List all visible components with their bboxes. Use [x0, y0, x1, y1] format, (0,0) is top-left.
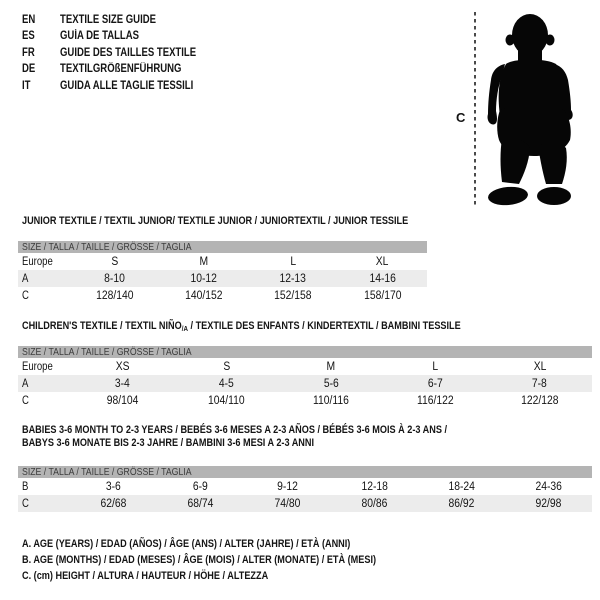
table-cell: 3-6: [106, 480, 121, 493]
table-cell: 128/140: [95, 289, 134, 302]
title-subscript: /A: [181, 324, 188, 333]
language-label: GUÍA DE TALLAS: [60, 30, 140, 43]
table-cell: XS: [115, 360, 130, 373]
row-label: B: [22, 480, 29, 493]
table-cell: 116/122: [417, 394, 454, 407]
table-cell: 4-5: [219, 377, 235, 390]
table-cell: 92/98: [535, 497, 562, 510]
table-cell: 7-8: [532, 377, 548, 390]
table-cell: 158/170: [363, 289, 402, 302]
row-label: A: [22, 377, 29, 390]
table-row: [18, 358, 592, 375]
table-cell: 24-36: [535, 480, 562, 493]
measurement-legend: [22, 536, 449, 584]
table-cell: M: [326, 360, 336, 373]
junior-size-table: [18, 241, 427, 304]
language-row: [22, 12, 224, 28]
table-row: [18, 270, 427, 287]
legend-line: A. AGE (YEARS) / EDAD (AÑOS) / ÂGE (ANS) / ALTER (JAHRE) / ETÀ (ANNI): [22, 538, 351, 550]
table-row: [18, 392, 592, 409]
language-code: EN: [22, 14, 36, 26]
language-code: IT: [22, 79, 31, 92]
table-cell: M: [199, 255, 209, 268]
language-label: GUIDE DES TAILLES TEXTILE: [60, 46, 197, 59]
junior-section-title: JUNIOR TEXTILE / TEXTIL JUNIOR/ TEXTILE JUNIOR / JUNIORTEXTIL / JUNIOR TESSILE: [22, 215, 409, 227]
table-cell: XL: [376, 255, 389, 268]
table-cell: 5-6: [323, 377, 339, 390]
table-cell: 8-10: [104, 272, 125, 285]
table-cell: 110/116: [313, 394, 349, 407]
table-cell: 3-4: [114, 377, 130, 390]
size-header-bar: SIZE / TALLA / TAILLE / GRÖSSE / TAGLIA: [18, 241, 427, 253]
table-cell: 68/74: [187, 497, 214, 510]
table-cell: S: [223, 360, 231, 373]
table-cell: 10-12: [190, 272, 218, 285]
language-row: [22, 45, 224, 61]
table-cell: 9-12: [277, 480, 298, 493]
table-cell: L: [432, 360, 439, 373]
row-label: A: [22, 272, 29, 285]
babies-size-table: [18, 466, 592, 512]
children-section-title: CHILDREN'S TEXTILE / TEXTIL $NIÑO_{/A}$ / TEXTILE DES ENFANTS / KINDERTEXTIL / BAMBINI TESSILE: [22, 320, 461, 333]
table-cell: 104/110: [208, 394, 245, 407]
table-cell: L: [290, 255, 297, 268]
legend-line: C. (cm) HEIGHT / ALTURA / HAUTEUR / HÖHE / ALTEZZA: [22, 570, 269, 582]
language-list: [22, 12, 224, 94]
table-cell: 18-24: [448, 480, 475, 493]
row-label: C: [22, 497, 29, 510]
table-row: [18, 253, 427, 270]
row-label: Europe: [22, 360, 53, 373]
table-cell: 86/92: [448, 497, 475, 510]
table-cell: 12-13: [279, 272, 307, 285]
table-cell: S: [111, 255, 119, 268]
language-code: FR: [22, 46, 35, 59]
language-label: TEXTILE SIZE GUIDE: [60, 14, 156, 26]
table-cell: 14-16: [369, 272, 396, 285]
babies-section-title: BABIES 3-6 MONTH TO 2-3 YEARS / BEBÉS 3-6 MESES A 2-3 AÑOS / BÉBÉS 3-6 MOIS À 2-3 ANS / BABYS 3-6 MONATE BIS 2-3 JAHRE / BAMBINI 3-6 MESI A 2-3 ANNI: [22, 424, 447, 449]
row-label: Europe: [22, 255, 53, 268]
table-row: [18, 495, 592, 512]
toddler-figure: [450, 4, 595, 210]
row-label: C: [22, 289, 29, 302]
language-code: DE: [22, 63, 36, 76]
table-cell: 98/104: [106, 394, 139, 407]
table-cell: 152/158: [274, 289, 312, 302]
table-cell: XL: [533, 360, 547, 373]
size-header-bar: SIZE / TALLA / TAILLE / GRÖSSE / TAGLIA: [18, 346, 592, 358]
legend-line: B. AGE (MONTHS) / EDAD (MESES) / ÂGE (MOIS) / ALTER (MONATE) / ETÀ (MESI): [22, 554, 377, 566]
table-cell: 122/128: [521, 394, 559, 407]
table-cell: 6-9: [193, 480, 208, 493]
table-cell: 62/68: [100, 497, 127, 510]
language-row: [22, 61, 224, 77]
table-cell: 140/152: [185, 289, 223, 302]
table-cell: 74/80: [274, 497, 301, 510]
table-cell: 12-18: [361, 480, 388, 493]
table-cell: 6-7: [427, 377, 443, 390]
language-label: GUIDA ALLE TAGLIE TESSILI: [60, 79, 194, 92]
table-cell: 80/86: [361, 497, 388, 510]
children-size-table: [18, 346, 592, 409]
toddler-silhouette: [487, 14, 572, 207]
row-label: C: [22, 394, 29, 407]
size-header-bar: SIZE / TALLA / TAILLE / GRÖSSE / TAGLIA: [18, 466, 592, 478]
language-row: [22, 28, 224, 44]
language-code: ES: [22, 30, 35, 43]
language-label: TEXTILGRÖßENFÜHRUNG: [60, 63, 182, 76]
language-row: [22, 78, 224, 94]
table-row: [18, 375, 592, 392]
table-row: [18, 287, 427, 304]
table-row: [18, 478, 592, 495]
measure-label: C: [456, 110, 466, 125]
